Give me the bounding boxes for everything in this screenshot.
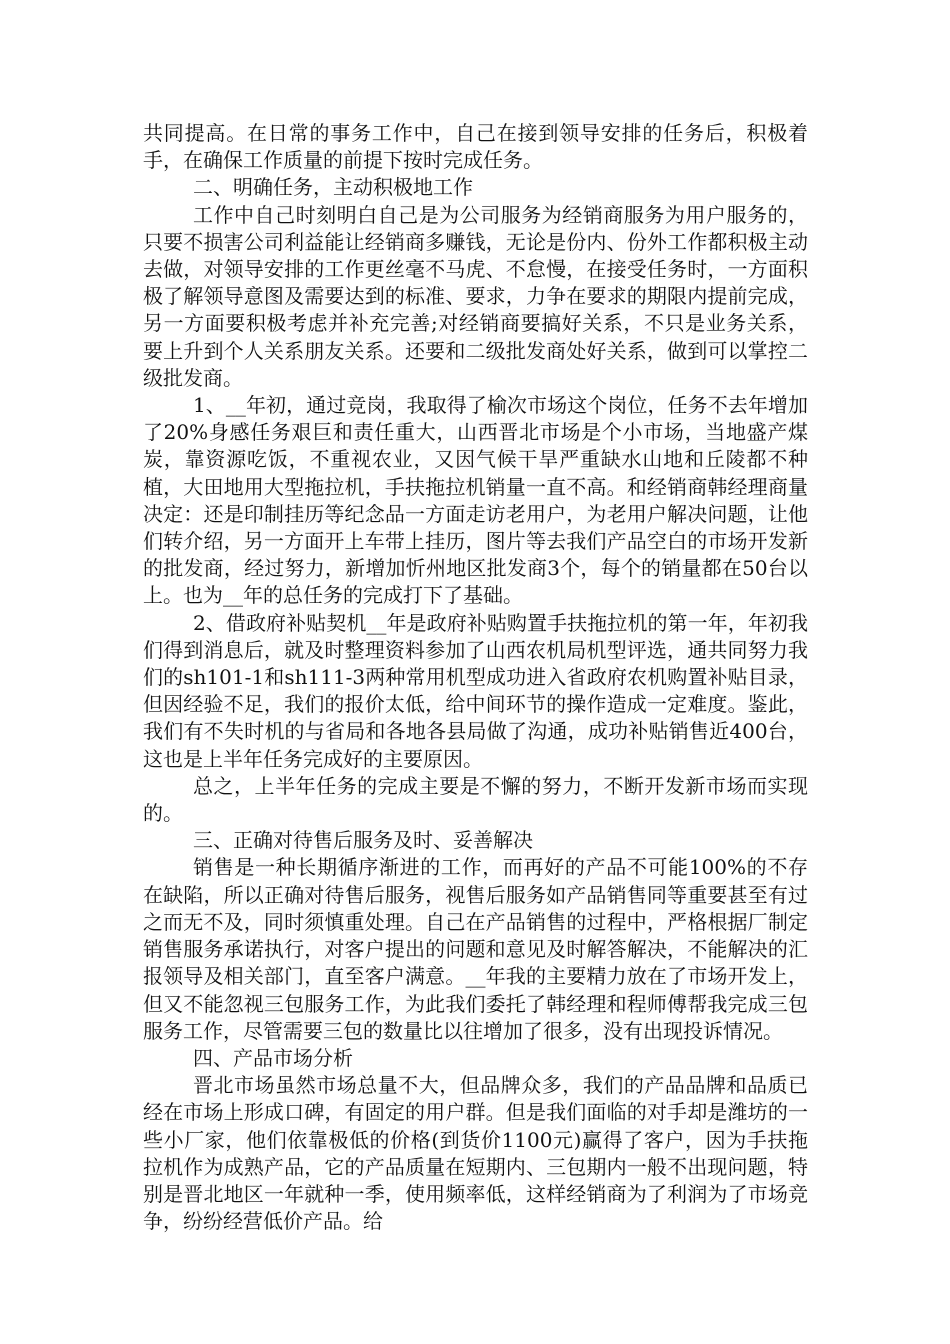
paragraph-item-1: 1、__年初，通过竞岗，我取得了榆次市场这个岗位，任务不去年增加了20%身感任务艰巨和责任重大，山西晋北市场是个小市场，当地盛产煤炭，靠资源吃饭，不重视农业，又因气候干旱严重缺水山地和丘陵都不种植，大田地用大型拖拉机，手扶拖拉机销量一直不高。和经销商韩经理商量决定：还是印制挂历等纪念品一方面走访老用户，为老用户解决问题，让他们转介绍，另一方面开上车带上挂历，图片等去我们产品空白的市场开发新的批发商，经过努力，新增加忻州地区批发商3个，每个的销量都在50台以上。也为__年的总任务的完成打下了基础。 bbox=[143, 393, 808, 608]
paragraph-summary: 总之，上半年任务的完成主要是不懈的努力，不断开发新市场而实现的。 bbox=[143, 773, 808, 826]
paragraph-item-2: 2、借政府补贴契机__年是政府补贴购置手扶拖拉机的第一年，年初我们得到消息后，就及时整理资料参加了山西农机局机型评选，通共同努力我们的sh101-1和sh111-3两种常用机型成功进入省政府农机购置补贴目录，但因经验不足，我们的报价太低，给中间环节的操作造成一定难度。鉴此，我们有不失时机的与省局和各地各县局做了沟通，成功补贴销售近400台，这也是上半年任务完成好的主要原因。 bbox=[143, 610, 808, 771]
section-heading-3: 三、正确对待售后服务及时、妥善解决 bbox=[193, 828, 533, 853]
paragraph-market-analysis: 晋北市场虽然市场总量不大，但品牌众多，我们的产品品牌和品质已经在市场上形成口碑，有固定的用户群。但是我们面临的对手却是潍坊的一些小厂家，他们依靠极低的价格(到货价1100元)赢得了客户，因为手扶拖拉机作为成熟产品，它的产品质量在短期内、三包期内一般不出现问题，特别是晋北地区一年就种一季，使用频率低，这样经销商为了利润为了市场竞争，纷纷经营低价产品。给 bbox=[143, 1073, 808, 1234]
paragraph-after-sales: 销售是一种长期循序渐进的工作，而再好的产品不可能100%的不存在缺陷，所以正确对待售后服务，视售后服务如产品销售同等重要甚至有过之而无不及，同时须慎重处理。自己在产品销售的过程中，严格根据厂制定销售服务承诺执行，对客户提出的问题和意见及时解答解决，不能解决的汇报领导及相关部门，直至客户满意。__年我的主要精力放在了市场开发上，但又不能忽视三包服务工作，为此我们委托了韩经理和程师傅帮我完成三包服务工作，尽管需要三包的数量比以往增加了很多，没有出现投诉情况。 bbox=[143, 855, 808, 1043]
paragraph-continuation: 共同提高。在日常的事务工作中，自己在接到领导安排的任务后，积极着手，在确保工作质量的前提下按时完成任务。 bbox=[143, 121, 808, 173]
section-heading-4: 四、产品市场分析 bbox=[193, 1045, 353, 1070]
section-heading-2: 二、明确任务，主动积极地工作 bbox=[193, 175, 473, 200]
document-page bbox=[143, 120, 808, 1235]
paragraph-work-attitude: 工作中自己时刻明白自己是为公司服务为经销商服务为用户服务的，只要不损害公司利益能让经销商多赚钱，无论是份内、份外工作都积极主动去做，对领导安排的工作更丝毫不马虎、不怠慢，在接受任务时，一方面积极了解领导意图及需要达到的标准、要求，力争在要求的期限内提前完成，另一方面要积极考虑并补充完善;对经销商要搞好关系，不只是业务关系，要上升到个人关系朋友关系。还要和二级批发商处好关系，做到可以掌控二级批发商。 bbox=[143, 202, 808, 390]
